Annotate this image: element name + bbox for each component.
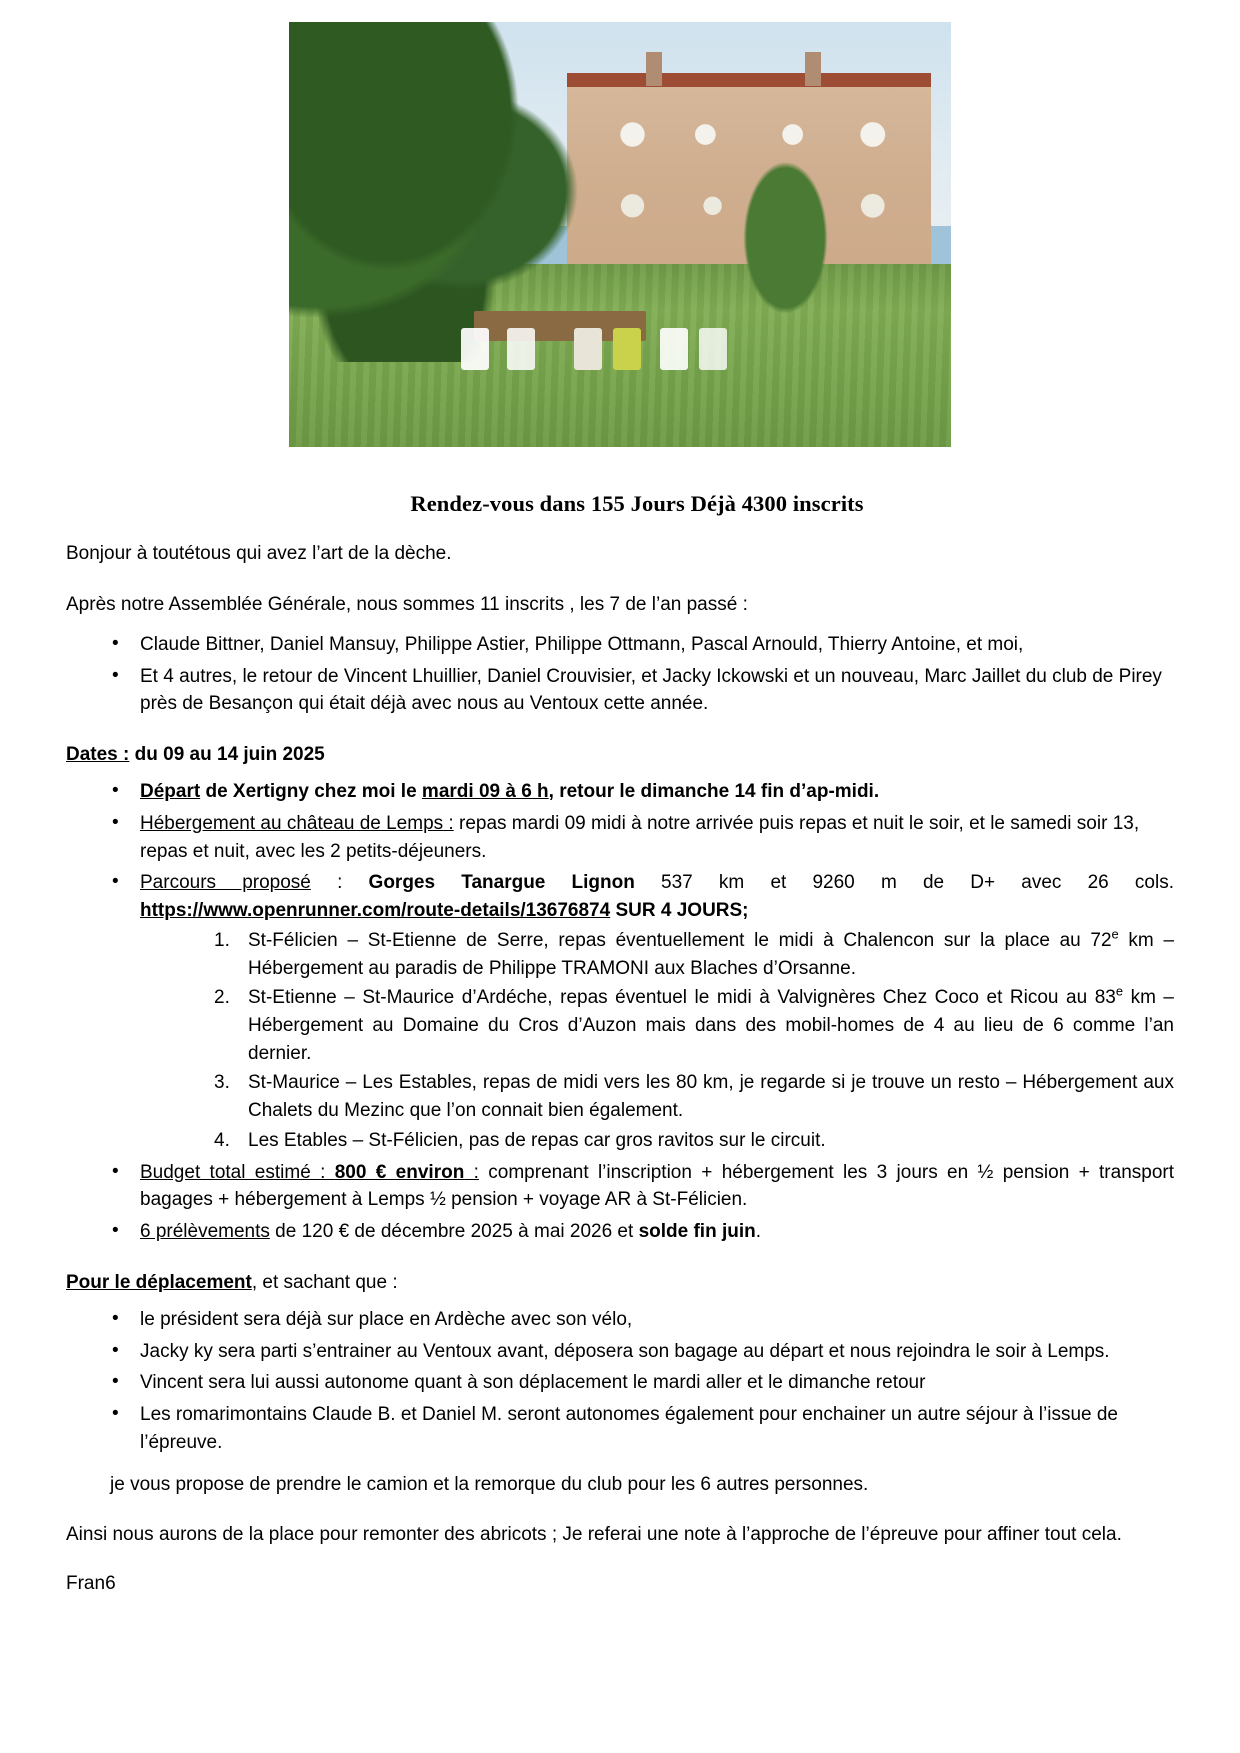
chateau-photo xyxy=(289,22,951,447)
stage-1-text: St-Félicien – St-Etienne de Serre, repas éventuellement le midi à Chalencon sur la place au 72 xyxy=(248,929,1112,951)
prelevements-lead: 6 prélèvements xyxy=(140,1221,270,1243)
parcours-lead: Parcours proposé xyxy=(140,872,311,894)
logistics-list xyxy=(66,778,1174,1246)
list-item-parcours xyxy=(110,869,1174,1154)
budget-amount: 800 € environ xyxy=(334,1161,465,1183)
photo-tree-right xyxy=(726,150,845,346)
list-item: • Les romarimontains Claude B. et Daniel M. seront autonomes également pour enchainer un autre séjour à l’issue de l’épreuve. xyxy=(110,1401,1174,1456)
prelevements-mid: de 120 € de décembre 2025 à mai 2026 et xyxy=(269,1221,639,1243)
closing-paragraph: Ainsi nous aurons de la place pour remonter des abricots ; Je referai une note à l’approche de l’épreuve pour affiner tout cela. xyxy=(66,1524,1122,1546)
intro-paragraph: Après notre Assemblée Générale, nous sommes 11 inscrits , les 7 de l’an passé : xyxy=(66,593,748,615)
budget-lead: Budget total estimé : xyxy=(140,1161,335,1183)
document-body xyxy=(0,491,1240,1595)
photo-chair xyxy=(461,328,489,370)
list-item-prelevements xyxy=(110,1218,1174,1246)
budget-rest: comprenant l’inscription + hébergement les 3 jours en ½ pension + transport bagages + hébergement à Lemps ½ pension + voyage AR à St-Félicien. xyxy=(140,1161,1175,1211)
depart-lead: Départ xyxy=(140,781,201,803)
prelevements-end: . xyxy=(755,1221,762,1243)
photo-chair xyxy=(699,328,727,370)
list-item: • Et 4 autres, le retour de Vincent Lhuillier, Daniel Crouvisier, et Jacky Ickowski et un nouveau, Marc Jaillet du club de Pirey près de Besançon qui était déjà avec nous au Ventoux cette année. xyxy=(110,663,1174,718)
photo-chimney-left xyxy=(646,52,662,86)
parcours-stats: 537 km et 9260 m de D+ avec 26 cols. xyxy=(634,872,1174,894)
openrunner-link[interactable]: https://www.openrunner.com/route-details/13676874 xyxy=(140,900,611,922)
depart-mid: de Xertigny chez moi le xyxy=(200,781,422,803)
photo-container xyxy=(0,0,1240,447)
stages-list xyxy=(140,927,1174,1155)
parcours-colon: : xyxy=(310,872,369,894)
list-item: • le président sera déjà sur place en Ardèche avec son vélo, xyxy=(110,1306,1174,1334)
stage-2-tail: km – Hébergement au Domaine du Cros d’Auzon mais dans des mobil-homes de 4 au lieu de 6 comme l’an dernier. xyxy=(248,987,1174,1064)
members-list xyxy=(66,631,1174,718)
list-item-stage-1 xyxy=(214,927,1174,982)
list-item-hebergement xyxy=(110,810,1174,865)
list-item-stage-3: St-Maurice – Les Estables, repas de midi vers les 80 km, je regarde si je trouve un resto – Hébergement aux Chalets du Mezinc que l’on connait bien également. xyxy=(248,1072,1174,1122)
stage-1-tail: km – Hébergement au paradis de Philippe TRAMONI aux Blaches d’Orsanne. xyxy=(248,929,1175,979)
list-item: • Vincent sera lui aussi autonome quant à son déplacement le mardi aller et le dimanche retour xyxy=(110,1369,1174,1397)
list-item-stage-4: Les Etables – St-Félicien, pas de repas car gros ravitos sur le circuit. xyxy=(248,1129,826,1151)
stage-2-text: St-Etienne – St-Maurice d’Ardéche, repas éventuel le midi à Valvignères Chez Coco et Ricou au 83 xyxy=(248,987,1116,1009)
parcours-url-tail: SUR 4 JOURS; xyxy=(610,900,749,922)
list-item-stage-2 xyxy=(214,984,1174,1067)
stage-2-sup: e xyxy=(1115,983,1124,999)
deplacement-list xyxy=(66,1306,1174,1457)
depart-tail: , retour le dimanche 14 fin d’ap-midi. xyxy=(548,781,880,803)
list-item: • Claude Bittner, Daniel Mansuy, Philippe Astier, Philippe Ottmann, Pascal Arnould, Thierry Antoine, et moi, xyxy=(110,631,1174,659)
greeting-paragraph: Bonjour à toutétous qui avez l’art de la dèche. xyxy=(66,543,452,564)
deplacement-heading-rest: , et sachant que : xyxy=(251,1271,398,1293)
dates-label: Dates : xyxy=(66,744,130,766)
list-item-depart xyxy=(110,778,1174,806)
parcours-route-name: Gorges Tanargue Lignon xyxy=(368,872,635,894)
signature: Fran6 xyxy=(66,1573,116,1595)
photo-chimney-right xyxy=(805,52,821,86)
prelevements-bold-tail: solde fin juin xyxy=(638,1221,756,1243)
photo-chair xyxy=(660,328,688,370)
hebergement-rest: repas mardi 09 midi à notre arrivée puis repas et nuit le soir, et le samedi soir 13, repas et nuit, avec les 2 petits-déjeuners. xyxy=(140,812,1140,862)
list-item-budget xyxy=(110,1159,1174,1214)
page-title: Rendez-vous dans 155 Jours Déjà 4300 inscrits xyxy=(410,491,864,516)
list-item: • Jacky ky sera parti s’entrainer au Ventoux avant, déposera son bagage au départ et nous rejoindra le soir à Lemps. xyxy=(110,1338,1174,1366)
depart-time: mardi 09 à 6 h xyxy=(421,781,549,803)
deplacement-heading xyxy=(66,1272,1174,1294)
photo-chair xyxy=(574,328,602,370)
dates-value: du 09 au 14 juin 2025 xyxy=(134,744,325,766)
budget-lead-tail: : xyxy=(464,1161,479,1183)
stage-1-sup: e xyxy=(1111,926,1119,942)
proposal-paragraph: je vous propose de prendre le camion et la remorque du club pour les 6 autres personnes. xyxy=(110,1473,869,1495)
deplacement-heading-bold: Pour le déplacement xyxy=(66,1271,252,1293)
photo-chair xyxy=(507,328,535,370)
hebergement-lead: Hébergement au château de Lemps : xyxy=(140,812,454,834)
dates-heading xyxy=(66,744,1174,766)
photo-chair xyxy=(613,328,641,370)
